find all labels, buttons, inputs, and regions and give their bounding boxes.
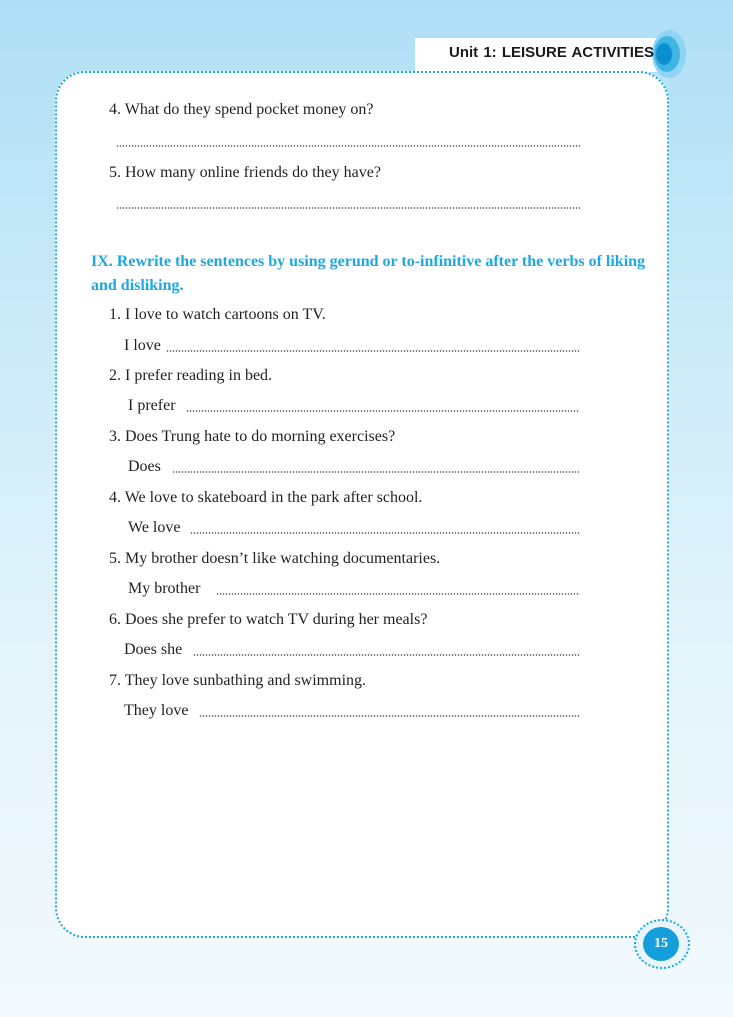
exercise-sentence-4: 4. We love to skateboard in the park after school.: [109, 489, 423, 506]
header-tab-decoration-inner: [656, 43, 672, 65]
rewrite-prompt-2: I prefer: [128, 397, 176, 414]
rewrite-prompt-7: They love: [124, 702, 189, 719]
rewrite-prompt-3: Does: [128, 458, 161, 475]
exercise-sentence-5: 5. My brother doesn’t like watching documentaries.: [109, 550, 441, 567]
rewrite-prompt-4: We love: [128, 519, 181, 536]
answer-line-1[interactable]: [166, 350, 580, 352]
question-4: 4. What do they spend pocket money on?: [109, 101, 374, 118]
answer-line-5[interactable]: [216, 593, 580, 595]
exercise-sentence-1: 1. I love to watch cartoons on TV.: [109, 306, 326, 323]
answer-line-q4[interactable]: [116, 145, 580, 147]
rewrite-prompt-1: I love: [124, 337, 161, 354]
unit-title: Unit 1: LEISURE ACTIVITIES: [449, 44, 654, 61]
exercise-sentence-7: 7. They love sunbathing and swimming.: [109, 672, 367, 689]
page-number-badge: [643, 927, 679, 961]
answer-line-4[interactable]: [190, 532, 580, 534]
exercise-sentence-2: 2. I prefer reading in bed.: [109, 367, 273, 384]
answer-line-7[interactable]: [199, 715, 580, 717]
question-5: 5. How many online friends do they have?: [109, 164, 381, 181]
section-ix-heading: IX. Rewrite the sentences by using gerund or to-infinitive after the verbs of liking and disliking.: [91, 253, 646, 294]
page-number: 15: [654, 936, 668, 951]
answer-line-q5[interactable]: [116, 207, 580, 209]
rewrite-prompt-5: My brother: [128, 580, 201, 597]
answer-line-2[interactable]: [186, 410, 580, 412]
answer-line-3[interactable]: [172, 471, 580, 473]
exercise-sentence-6: 6. Does she prefer to watch TV during her meals?: [109, 611, 428, 628]
answer-line-6[interactable]: [193, 654, 580, 656]
exercise-sentence-3: 3. Does Trung hate to do morning exercises?: [109, 428, 396, 445]
rewrite-prompt-6: Does she: [124, 641, 183, 658]
